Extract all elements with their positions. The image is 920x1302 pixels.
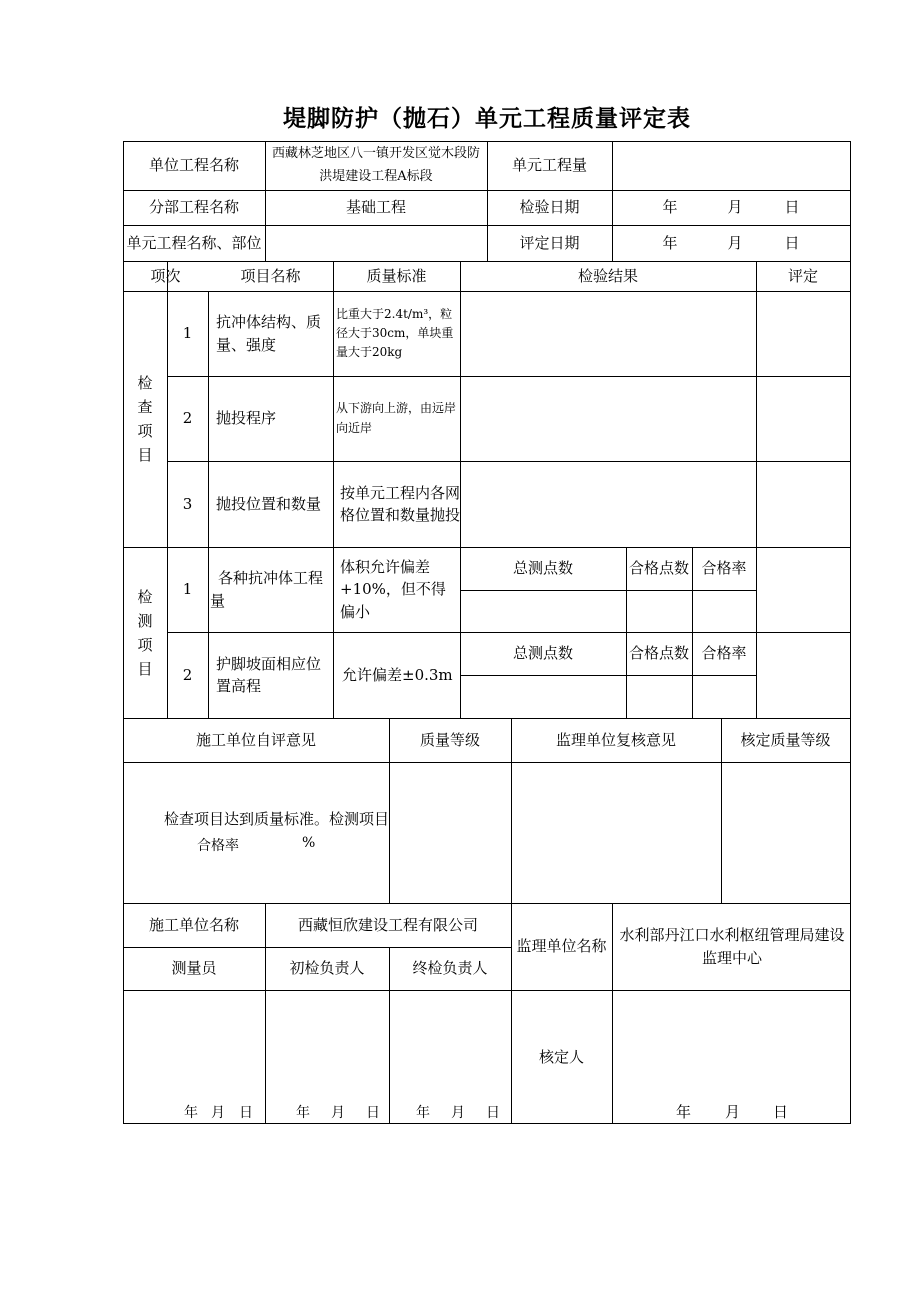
pass-rate-text: 合格率 (197, 838, 239, 854)
element-name-label: 单元工程名称、部位 (126, 233, 262, 252)
contractor-value: 西藏恒欣建设工程有限公司 (297, 915, 478, 934)
supervisor-value: 水利部丹江口水利枢纽管理局建设监理中心 (619, 926, 845, 967)
inspection-date-day: 日 (784, 198, 800, 217)
quality-grade-label: 质量等级 (419, 730, 480, 749)
page-title: 堤脚防护（抛石）单元工程质量评定表 (283, 105, 691, 132)
col-standard: 质量标准 (366, 266, 427, 285)
surveyor-label: 测量员 (171, 959, 217, 978)
pass-rate-label: 合格率 (701, 644, 747, 663)
check-item-standard: 比重大于2.4t/m³，粒径大于30cm，单块重量大于20kg (336, 306, 454, 360)
final-inspector-date-day: 日 (486, 1105, 500, 1121)
verifier-date-year: 年 (676, 1103, 692, 1121)
measure-group-char: 测 (137, 611, 153, 630)
unit-project-value: 西藏林芝地区八一镇开发区觉木段防洪堤建设工程A标段 (271, 146, 480, 184)
qualified-points-label: 合格点数 (628, 644, 689, 663)
measure-group-char: 项 (137, 635, 153, 654)
check-group-char: 项 (137, 422, 153, 440)
check-item-no: 1 (182, 324, 193, 343)
measure-item-name: 护脚坡面相应位置高程 (216, 654, 322, 695)
self-eval-label: 施工单位自评意见 (195, 730, 316, 749)
verifier-label: 核定人 (538, 1047, 584, 1066)
division-label: 分部工程名称 (148, 198, 239, 217)
qualified-points-label: 合格点数 (628, 559, 689, 578)
initial-inspector-date-year: 年 (296, 1105, 310, 1121)
final-inspector-label: 终检负责人 (412, 959, 488, 978)
measure-group-char: 检 (137, 587, 153, 606)
check-group-char: 检 (137, 374, 153, 392)
initial-inspector-date-day: 日 (366, 1105, 380, 1121)
col-rating: 评定 (787, 266, 818, 285)
col-item-no: 项次 (150, 266, 181, 285)
total-points-label: 总测点数 (512, 559, 573, 578)
measure-item-no: 1 (182, 580, 193, 599)
assessment-date-month: 月 (727, 233, 743, 252)
measure-group-label (123, 547, 167, 718)
check-group-char: 目 (137, 446, 153, 464)
initial-inspector-date-month: 月 (331, 1105, 345, 1121)
surveyor-date-month: 月 (211, 1105, 225, 1121)
unit-project-label: 单位工程名称 (148, 156, 239, 175)
measure-group-char: 目 (137, 659, 153, 678)
assessment-date-label: 评定日期 (519, 233, 580, 252)
inspection-date-year: 年 (662, 198, 678, 217)
verifier-date-month: 月 (725, 1103, 741, 1121)
col-result: 检验结果 (577, 266, 638, 285)
check-item-name: 抛投程序 (216, 409, 277, 428)
element-quantity-label: 单元工程量 (511, 156, 587, 175)
surveyor-date-day: 日 (239, 1105, 253, 1121)
verifier-date-day: 日 (773, 1103, 789, 1121)
element-quantity-value (612, 141, 850, 190)
inspection-date-label: 检验日期 (519, 198, 580, 217)
check-group-label (123, 291, 167, 547)
col-item-name: 项目名称 (240, 266, 301, 285)
assessment-date-day: 日 (784, 233, 800, 252)
supervisor-label: 监理单位名称 (516, 937, 607, 956)
supervisor-review-label: 监理单位复核意见 (555, 730, 676, 749)
assessment-date-year: 年 (662, 233, 678, 252)
check-item-standard: 按单元工程内各网格位置和数量抛投 (340, 483, 461, 524)
element-name-value (265, 225, 487, 261)
check-item-standard: 从下游向上游，由远岸向近岸 (336, 401, 457, 435)
final-inspector-date-year: 年 (416, 1105, 430, 1121)
self-eval-text: 检查项目达到质量标准。检测项目 (163, 810, 389, 828)
check-item-no: 3 (182, 494, 193, 513)
pass-rate-label: 合格率 (701, 559, 747, 578)
percent-sign: % (302, 835, 316, 851)
division-value: 基础工程 (345, 198, 406, 217)
check-item-name: 抗冲体结构、质量、强度 (216, 313, 322, 354)
check-item-no: 2 (182, 409, 193, 428)
measure-item-standard: 体积允许偏差+10%，但不得偏小 (340, 557, 446, 621)
contractor-label: 施工单位名称 (148, 915, 239, 934)
inspection-date-month: 月 (727, 198, 743, 217)
check-group-char: 查 (137, 398, 153, 416)
measure-item-no: 2 (182, 665, 193, 684)
measure-item-name: 各种抗冲体工程量 (210, 569, 324, 610)
check-item-name: 抛投位置和数量 (216, 494, 322, 513)
initial-inspector-label: 初检负责人 (289, 959, 365, 978)
measure-item-standard: 允许偏差±0.3m (342, 665, 453, 684)
final-inspector-date-month: 月 (451, 1105, 465, 1121)
total-points-label: 总测点数 (512, 644, 573, 663)
verified-grade-label: 核定质量等级 (740, 730, 831, 749)
surveyor-date-year: 年 (184, 1105, 198, 1121)
